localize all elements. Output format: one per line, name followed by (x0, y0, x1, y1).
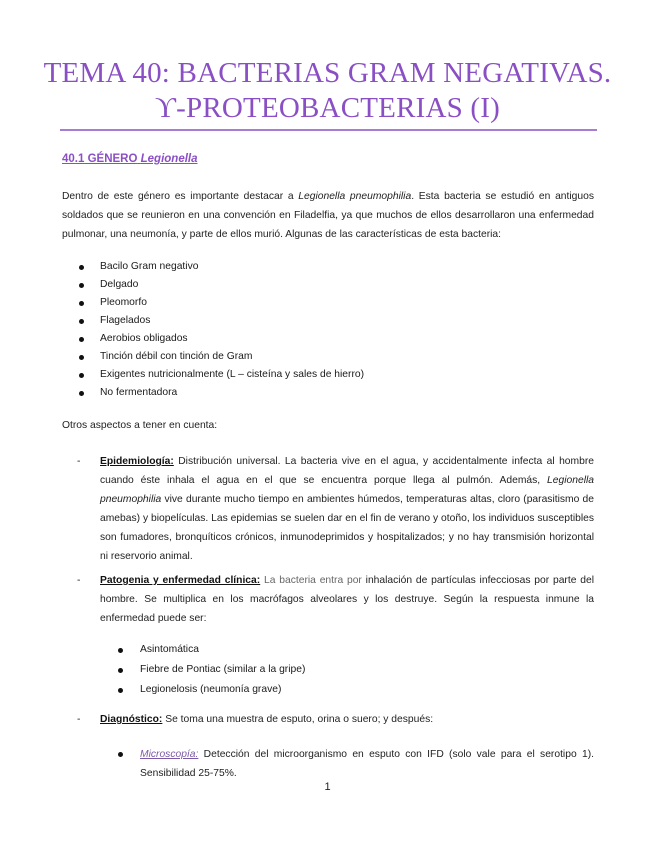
intro-species: Legionella pneumophilia (298, 191, 412, 202)
list-item: Flagelados (62, 312, 594, 330)
bullet-icon (118, 648, 123, 653)
list-item: Bacilo Gram negativo (62, 258, 594, 276)
other-aspects-label: Otros aspectos a tener en cuenta: (62, 420, 218, 431)
list-item: Legionelosis (neumonía grave) (62, 680, 594, 700)
intro-text-start: Dentro de este género es importante destacar a (62, 191, 299, 202)
patogenia-label: Patogenia y enfermedad clínica: (100, 575, 261, 586)
list-item: Delgado (62, 276, 594, 294)
bullet-icon (79, 373, 84, 378)
diagnostico-label: Diagnóstico: (100, 714, 163, 725)
title-underline (60, 129, 597, 131)
section-number: 40.1 GÉNERO (62, 153, 138, 165)
dash-marker: - (77, 456, 81, 467)
list-item: Fiebre de Pontiac (similar a la gripe) (62, 660, 594, 680)
patogenia-item: - Patogenia y enfermedad clínica: La bacteria entra por inhalación de partículas infecciosas por parte del hombre. Se multiplica en los macrófagos alveolares y los destruye. Según la respuesta inmune la enfermedad puede ser: (62, 571, 594, 628)
epidemiologia-label: Epidemiología: (100, 456, 174, 467)
bullet-icon (79, 283, 84, 288)
list-item: Pleomorfo (62, 294, 594, 312)
list-item: Tinción débil con tinción de Gram (62, 348, 594, 366)
title-line-2: ϒ-PROTEOBACTERIAS (I) (155, 92, 500, 124)
title-line-1: TEMA 40: BACTERIAS GRAM NEGATIVAS. (43, 57, 612, 89)
list-item: Aerobios obligados (62, 330, 594, 348)
list-item: Asintomática (62, 640, 594, 660)
bullet-icon (118, 668, 123, 673)
bullet-icon (79, 355, 84, 360)
epidemiologia-item: - Epidemiología: Distribución universal. La bacteria vive en el agua, y accidentalmente infecta al hombre cuando éste inhala el agua en el que se encuentra porque llega al pulmón. Además, Legionella pneumophilia vive durante mucho tiempo en ambientes húmedos, temperaturas altas, cloro (parasitismo de amebas) y biopelículas. Las epidemias se suelen dar en el fin de verano y otoño, los individuos susceptibles son fumadores, bronquíticos crónicos, inmunodeprimidos y hospitalizados; y no hay transmisión horizontal ni reservorio animal. (62, 452, 594, 566)
intro-paragraph (62, 187, 594, 244)
section-heading (62, 153, 198, 165)
bullet-icon (79, 301, 84, 306)
characteristics-list (62, 258, 594, 402)
microscopia-item: Microscopía: Detección del microorganismo en esputo con IFD (solo vale para el serotipo 1). Sensibilidad 25-75%. (62, 745, 594, 783)
intro-text-end: . Esta bacteria se estudió en antiguos soldados que se reunieron en una convención en Filadelfia, ya que muchos de ellos desarrollaron una enfermedad pulmonar, una neumonía, y parte de ellos murió. Algunas de las características de esta bacteria: (62, 191, 594, 240)
bullet-icon (79, 391, 84, 396)
bullet-icon (118, 688, 123, 693)
list-item: Exigentes nutricionalmente (L – cisteína y sales de hierro) (62, 366, 594, 384)
bullet-icon (79, 319, 84, 324)
list-item: No fermentadora (62, 384, 594, 402)
dash-marker: - (77, 714, 81, 725)
dash-marker: - (77, 575, 81, 586)
document-title (40, 56, 615, 126)
bullet-icon (79, 265, 84, 270)
section-genus: Legionella (140, 153, 198, 165)
microscopia-label: Microscopía: (140, 749, 199, 760)
bullet-icon (118, 752, 123, 757)
diagnostico-item: - Diagnóstico: Se toma una muestra de esputo, orina o suero; y después: (62, 710, 594, 729)
bullet-icon (79, 337, 84, 342)
disease-forms-list (62, 640, 594, 700)
page-number: 1 (324, 781, 331, 793)
